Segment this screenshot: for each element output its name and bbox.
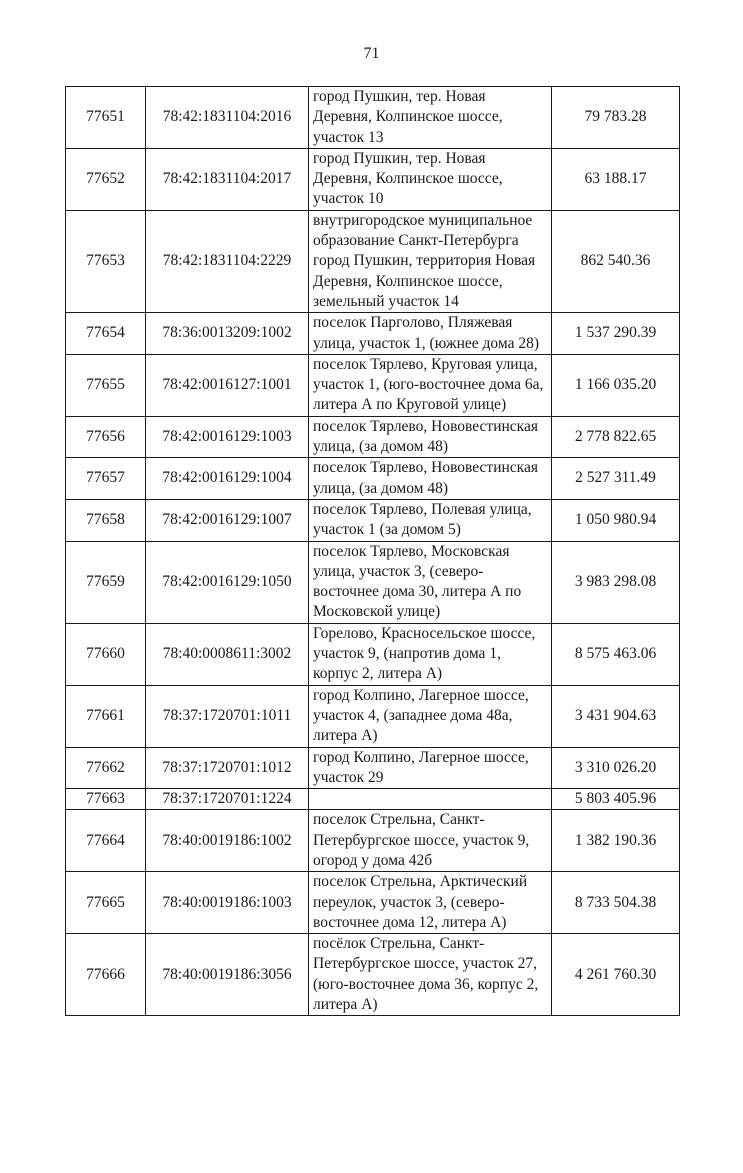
cadastral-number: 78:42:1831104:2017 (146, 148, 309, 210)
address: внутригородское муниципальное образование Санкт-Петербурга город Пушкин, территория Новая Деревня, Колпинское шоссе, земельный участок 14 (309, 210, 552, 312)
cadastral-number: 78:42:1831104:2016 (146, 87, 309, 149)
address: поселок Тярлево, Московская улица, участок 3, (северо-восточнее дома 30, литера А по Московской улице) (309, 541, 552, 623)
address (309, 789, 552, 810)
cadastral-number: 78:40:0019186:1002 (146, 810, 309, 872)
page-number: 71 (363, 45, 380, 62)
cadastral-number: 78:36:0013209:1002 (146, 313, 309, 355)
table-row (66, 810, 680, 872)
table-body (66, 87, 680, 1016)
table-row (66, 789, 680, 810)
address: поселок Стрельна, Арктический переулок, участок 3, (северо-восточнее дома 12, литера А) (309, 872, 552, 934)
table-row (66, 87, 680, 149)
cadastral-number: 78:42:0016129:1003 (146, 416, 309, 458)
cadastral-number: 78:42:0016127:1001 (146, 354, 309, 416)
row-number: 77655 (66, 354, 146, 416)
cadastral-value: 63 188.17 (552, 148, 680, 210)
cadastral-number: 78:40:0008611:3002 (146, 623, 309, 685)
cadastral-number: 78:37:1720701:1011 (146, 685, 309, 747)
table-row (66, 499, 680, 541)
cadastral-number: 78:42:0016129:1004 (146, 458, 309, 500)
row-number: 77662 (66, 747, 146, 789)
row-number: 77653 (66, 210, 146, 312)
row-number: 77658 (66, 499, 146, 541)
row-number: 77656 (66, 416, 146, 458)
row-number: 77657 (66, 458, 146, 500)
cadastral-value: 79 783.28 (552, 87, 680, 149)
table-row (66, 934, 680, 1016)
cadastral-value: 3 983 298.08 (552, 541, 680, 623)
cadastral-number: 78:40:0019186:3056 (146, 934, 309, 1016)
table-row (66, 541, 680, 623)
row-number: 77659 (66, 541, 146, 623)
cadastral-value: 2 527 311.49 (552, 458, 680, 500)
cadastral-value: 5 803 405.96 (552, 789, 680, 810)
table-row (66, 210, 680, 312)
cadastral-value: 8 733 504.38 (552, 872, 680, 934)
address: посёлок Стрельна, Санкт-Петербургское шоссе, участок 27, (юго-восточнее дома 36, корпус 2, литера А) (309, 934, 552, 1016)
table-row (66, 313, 680, 355)
table-row (66, 416, 680, 458)
address: поселок Парголово, Пляжевая улица, участок 1, (южнее дома 28) (309, 313, 552, 355)
table-row (66, 148, 680, 210)
row-number: 77666 (66, 934, 146, 1016)
address: поселок Стрельна, Санкт-Петербургское шоссе, участок 9, огород у дома 42б (309, 810, 552, 872)
land-plot-table (65, 86, 680, 1016)
cadastral-number: 78:37:1720701:1012 (146, 747, 309, 789)
address: город Колпино, Лагерное шоссе, участок 29 (309, 747, 552, 789)
row-number: 77660 (66, 623, 146, 685)
cadastral-value: 1 382 190.36 (552, 810, 680, 872)
row-number: 77651 (66, 87, 146, 149)
cadastral-number: 78:40:0019186:1003 (146, 872, 309, 934)
address: поселок Тярлево, Круговая улица, участок 1, (юго-восточнее дома 6а, литера А по Круговой улице) (309, 354, 552, 416)
cadastral-value: 1 537 290.39 (552, 313, 680, 355)
cadastral-value: 1 166 035.20 (552, 354, 680, 416)
address: поселок Тярлево, Нововестинская улица, (за домом 48) (309, 458, 552, 500)
cadastral-value: 4 261 760.30 (552, 934, 680, 1016)
address: город Пушкин, тер. Новая Деревня, Колпинское шоссе, участок 13 (309, 87, 552, 149)
table-row (66, 872, 680, 934)
cadastral-number: 78:42:0016129:1007 (146, 499, 309, 541)
cadastral-number: 78:42:1831104:2229 (146, 210, 309, 312)
table-row (66, 623, 680, 685)
cadastral-value: 3 310 026.20 (552, 747, 680, 789)
row-number: 77663 (66, 789, 146, 810)
row-number: 77664 (66, 810, 146, 872)
address: поселок Тярлево, Полевая улица, участок 1 (за домом 5) (309, 499, 552, 541)
address: Горелово, Красносельское шоссе, участок 9, (напротив дома 1, корпус 2, литера А) (309, 623, 552, 685)
cadastral-number: 78:37:1720701:1224 (146, 789, 309, 810)
table-row (66, 458, 680, 500)
address: город Колпино, Лагерное шоссе, участок 4, (западнее дома 48а, литера А) (309, 685, 552, 747)
cadastral-value: 8 575 463.06 (552, 623, 680, 685)
row-number: 77661 (66, 685, 146, 747)
address: город Пушкин, тер. Новая Деревня, Колпинское шоссе, участок 10 (309, 148, 552, 210)
table-row (66, 685, 680, 747)
cadastral-value: 1 050 980.94 (552, 499, 680, 541)
cadastral-value: 2 778 822.65 (552, 416, 680, 458)
table-row (66, 747, 680, 789)
address: поселок Тярлево, Нововестинская улица, (за домом 48) (309, 416, 552, 458)
cadastral-value: 862 540.36 (552, 210, 680, 312)
row-number: 77654 (66, 313, 146, 355)
row-number: 77652 (66, 148, 146, 210)
cadastral-value: 3 431 904.63 (552, 685, 680, 747)
row-number: 77665 (66, 872, 146, 934)
cadastral-number: 78:42:0016129:1050 (146, 541, 309, 623)
table-row (66, 354, 680, 416)
